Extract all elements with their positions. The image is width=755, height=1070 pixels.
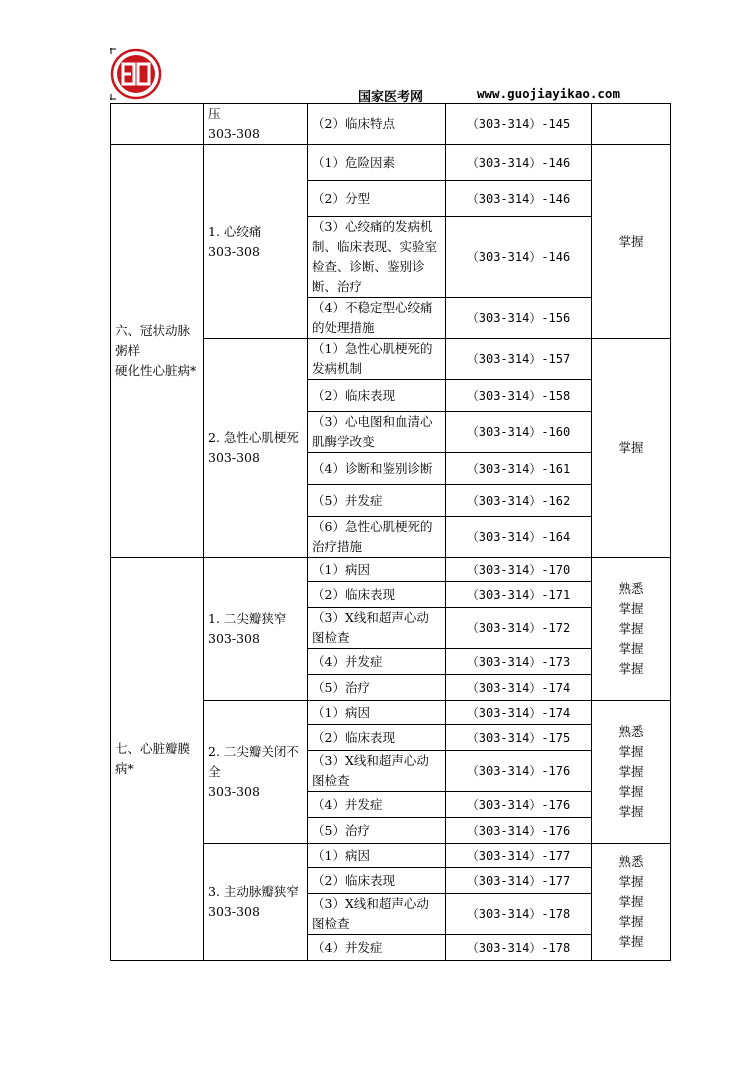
detail-cell: （3）X线和超声心动图检查 xyxy=(308,751,446,792)
requirement-cell: 熟悉 掌握 掌握 掌握 掌握 xyxy=(592,701,671,844)
detail-cell: （4）并发症 xyxy=(308,649,446,675)
site-logo-icon xyxy=(110,48,162,100)
reference-cell: （303-314）-162 xyxy=(446,485,592,517)
table-row xyxy=(111,558,671,582)
unit-cell xyxy=(111,104,204,145)
reference-cell: （303-314）-176 xyxy=(446,792,592,818)
detail-cell: （1）危险因素 xyxy=(308,145,446,181)
detail-cell: （2）分型 xyxy=(308,181,446,217)
detail-cell: （2）临床表现 xyxy=(308,380,446,412)
detail-cell: （1）病因 xyxy=(308,558,446,582)
detail-cell: （3）X线和超声心动图检查 xyxy=(308,894,446,935)
reference-cell: （303-314）-160 xyxy=(446,412,592,453)
reference-cell: （303-314）-175 xyxy=(446,725,592,751)
detail-cell: （2）临床特点 xyxy=(308,104,446,145)
requirement-cell: 掌握 xyxy=(592,339,671,558)
reference-cell: （303-314）-178 xyxy=(446,894,592,935)
requirement-cell xyxy=(592,104,671,145)
detail-cell: （2）临床表现 xyxy=(308,725,446,751)
site-name: 国家医考网 xyxy=(358,90,424,105)
element-cell: 1. 心绞痛 303-308 xyxy=(204,145,308,339)
detail-cell: （5）治疗 xyxy=(308,818,446,844)
reference-cell: （303-314）-158 xyxy=(446,380,592,412)
reference-cell: （303-314）-157 xyxy=(446,339,592,380)
detail-cell: （3）心绞痛的发病机制、临床表现、实验室检查、诊断、鉴别诊断、治疗 xyxy=(308,217,446,298)
element-cell: 2. 急性心肌梗死 303-308 xyxy=(204,339,308,558)
detail-cell: （5）治疗 xyxy=(308,675,446,701)
detail-cell: （5）并发症 xyxy=(308,485,446,517)
detail-cell: （1）病因 xyxy=(308,844,446,868)
reference-cell: （303-314）-177 xyxy=(446,868,592,894)
reference-cell: （303-314）-170 xyxy=(446,558,592,582)
reference-cell: （303-314）-172 xyxy=(446,608,592,649)
reference-cell: （303-314）-146 xyxy=(446,145,592,181)
reference-cell: （303-314）-178 xyxy=(446,935,592,961)
detail-cell: （3）X线和超声心动图检查 xyxy=(308,608,446,649)
detail-cell: （4）不稳定型心绞痛的处理措施 xyxy=(308,298,446,339)
unit-cell: 六、冠状动脉粥样 硬化性心脏病* xyxy=(111,145,204,558)
detail-cell: （4）并发症 xyxy=(308,935,446,961)
detail-cell: （2）临床表现 xyxy=(308,868,446,894)
detail-cell: （2）临床表现 xyxy=(308,582,446,608)
reference-cell: （303-314）-176 xyxy=(446,751,592,792)
reference-cell: （303-314）-164 xyxy=(446,517,592,558)
reference-cell: （303-314）-146 xyxy=(446,181,592,217)
element-cell: 压 303-308 xyxy=(204,104,308,145)
element-cell: 1. 二尖瓣狭窄 303-308 xyxy=(204,558,308,701)
unit-cell: 七、心脏瓣膜病* xyxy=(111,558,204,961)
reference-cell: （303-314）-177 xyxy=(446,844,592,868)
reference-cell: （303-314）-174 xyxy=(446,675,592,701)
requirement-cell: 熟悉 掌握 掌握 掌握 掌握 xyxy=(592,558,671,701)
reference-cell: （303-314）-176 xyxy=(446,818,592,844)
reference-cell: （303-314）-171 xyxy=(446,582,592,608)
site-url: www.guojiayikao.com xyxy=(477,86,620,101)
detail-cell: （1）急性心肌梗死的发病机制 xyxy=(308,339,446,380)
element-cell: 3. 主动脉瓣狭窄 303-308 xyxy=(204,844,308,961)
element-cell: 2. 二尖瓣关闭不全 303-308 xyxy=(204,701,308,844)
reference-cell: （303-314）-145 xyxy=(446,104,592,145)
detail-cell: （1）病因 xyxy=(308,701,446,725)
reference-cell: （303-314）-174 xyxy=(446,701,592,725)
detail-cell: （6）急性心肌梗死的治疗措施 xyxy=(308,517,446,558)
reference-cell: （303-314）-173 xyxy=(446,649,592,675)
reference-cell: （303-314）-146 xyxy=(446,217,592,298)
reference-cell: （303-314）-156 xyxy=(446,298,592,339)
detail-cell: （3）心电图和血清心肌酶学改变 xyxy=(308,412,446,453)
detail-cell: （4）诊断和鉴别诊断 xyxy=(308,453,446,485)
requirement-cell: 掌握 xyxy=(592,145,671,339)
table-row xyxy=(111,104,671,145)
requirement-cell: 熟悉 掌握 掌握 掌握 掌握 xyxy=(592,844,671,961)
reference-cell: （303-314）-161 xyxy=(446,453,592,485)
syllabus-table xyxy=(110,103,671,961)
table-row xyxy=(111,145,671,181)
detail-cell: （4）并发症 xyxy=(308,792,446,818)
